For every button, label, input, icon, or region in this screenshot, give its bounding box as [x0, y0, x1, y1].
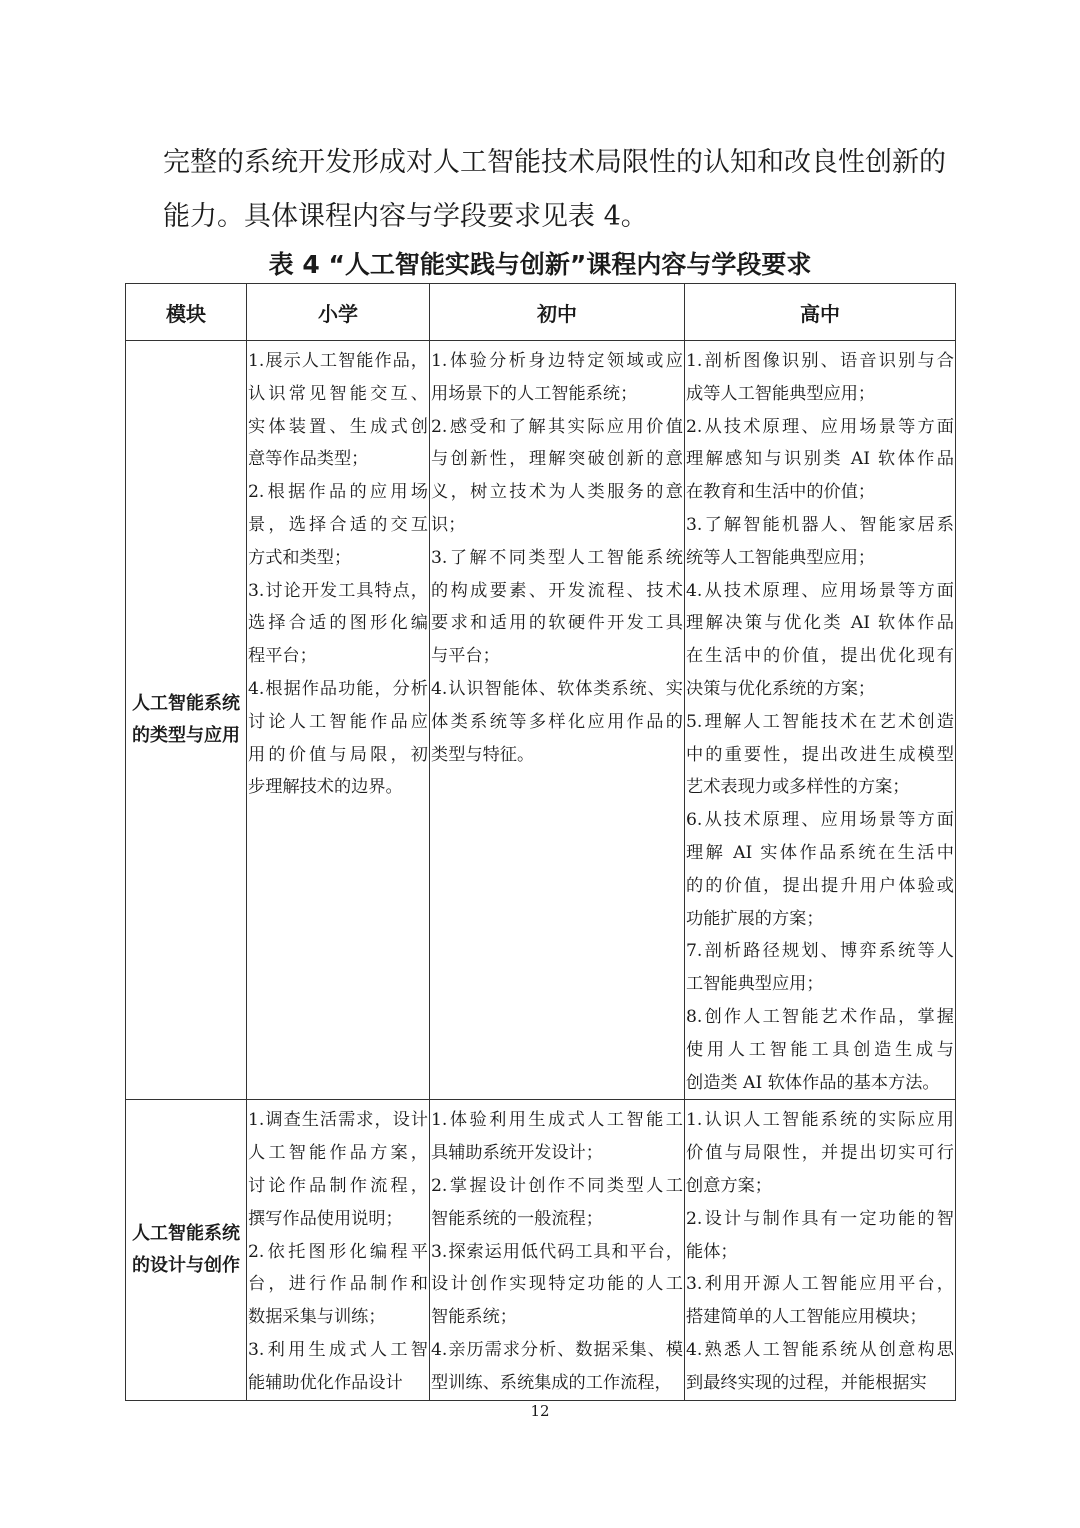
cell-line: 功能扩展的方案； [686, 908, 824, 929]
intro-paragraph [163, 136, 953, 244]
primary-cell [247, 1100, 430, 1400]
cell-line: 4.认识智能体、软体类系统、实 [431, 678, 683, 699]
cell-line: 1.展示人工智能作品， [248, 351, 428, 371]
cell-line: 2.设计与制作具有一定功能的智 [686, 1208, 954, 1229]
cell-line: 1.体验利用生成式人工智能工 [431, 1110, 683, 1131]
cell-line: 步理解技术的边界。 [248, 777, 403, 798]
senior-cell [685, 341, 956, 1100]
cell-line: 能体； [686, 1241, 738, 1262]
cell-line: 6.从技术原理、应用场景等方面 [686, 810, 954, 831]
cell-line: 8.创作人工智能艺术作品，掌握 [686, 1006, 954, 1027]
cell-line: 2.从技术原理、应用场景等方面 [686, 416, 954, 437]
cell-line: 类型与特征。 [431, 744, 535, 765]
senior-cell [685, 1100, 956, 1400]
cell-line: 理解 AI 实体作品系统在生活中 [686, 842, 954, 863]
cell-line: 价值与局限性，并提出切实可行 [686, 1143, 954, 1164]
cell-line: 设计创作实现特定功能的人工 [431, 1274, 683, 1295]
cell-line: 4.亲历需求分析、数据采集、模 [431, 1339, 683, 1360]
cell-line: 用场景下的人工智能系统； [431, 383, 638, 404]
cell-line: 5.理解人工智能技术在艺术创造 [686, 711, 954, 732]
cell-line: 在生活中的价值，提出优化现有 [686, 646, 954, 667]
cell-line: 要求和适用的软硬件开发工具 [431, 613, 683, 634]
cell-line: 讨论作品制作流程， [248, 1175, 428, 1196]
module-label: 人工智能系统 [132, 693, 240, 715]
cell-line: 决策与优化系统的方案； [686, 678, 876, 699]
cell-line: 方式和类型； [248, 547, 352, 568]
module-label: 的设计与创作 [132, 1254, 240, 1276]
intro-line: 能力。具体课程内容与学段要求见表 4。 [163, 201, 648, 232]
cell-line: 具辅助系统开发设计； [431, 1143, 603, 1164]
cell-line: 1.调查生活需求，设计 [248, 1110, 428, 1131]
table-row [126, 341, 956, 1100]
cell-line: 3.探索运用低代码工具和平台， [431, 1241, 683, 1262]
header-module: 模块 [126, 284, 247, 341]
junior-cell [430, 341, 685, 1100]
cell-line: 到最终实现的过程，并能根据实 [686, 1372, 927, 1393]
cell-line: 工智能典型应用； [686, 974, 824, 995]
cell-line: 4.熟悉人工智能系统从创意构思 [686, 1339, 954, 1360]
cell-line: 7.剖析路径规划、博弈系统等人 [686, 941, 954, 962]
cell-line: 型训练、系统集成的工作流程， [431, 1372, 672, 1393]
table-caption: 表 4 “人工智能实践与创新”课程内容与学段要求 [268, 250, 812, 279]
cell-line: 3.了解智能机器人、智能家居系 [686, 514, 954, 535]
cell-line: 在教育和生活中的价值； [686, 482, 876, 503]
cell-line: 4.从技术原理、应用场景等方面 [686, 580, 954, 601]
primary-cell [247, 341, 430, 1100]
cell-line: 3.利用开源人工智能应用平台， [686, 1274, 954, 1295]
cell-line: 创造类 AI 软体作品的基本方法。 [686, 1072, 940, 1093]
header-junior: 初中 [430, 284, 685, 341]
module-cell [126, 1100, 247, 1400]
cell-line: 的构成要素、开发流程、技术 [431, 580, 683, 601]
table-row [126, 1100, 956, 1400]
cell-line: 的的价值，提出提升用户体验或 [686, 875, 954, 896]
cell-line: 讨论人工智能作品应 [248, 711, 428, 732]
cell-line: 与创新性，理解突破创新的意 [431, 449, 683, 470]
cell-line: 中的重要性，提出改进生成模型 [686, 744, 954, 765]
cell-line: 1.剖析图像识别、语音识别与合 [686, 351, 954, 371]
page-number: 12 [530, 1402, 550, 1420]
cell-line: 能辅助优化作品设计 [248, 1372, 403, 1393]
cell-line: 理解感知与识别类 AI 软体作品 [686, 449, 954, 470]
cell-line: 2.依托图形化编程平 [248, 1241, 428, 1262]
cell-line: 理解决策与优化类 AI 软体作品 [686, 613, 954, 634]
intro-line: 完整的系统开发形成对人工智能技术局限性的认知和改良性创新的 [163, 147, 946, 178]
cell-line: 景，选择合适的交互 [248, 514, 428, 535]
cell-line: 义，树立技术为人类服务的意 [431, 482, 683, 503]
cell-line: 3.利用生成式人工智 [248, 1339, 428, 1360]
cell-line: 艺术表现力或多样性的方案； [686, 777, 910, 798]
cell-line: 3.了解不同类型人工智能系统 [431, 547, 683, 568]
cell-line: 统等人工智能典型应用； [686, 547, 876, 568]
cell-line: 与平台； [431, 646, 500, 667]
cell-line: 程平台； [248, 646, 317, 667]
cell-line: 体类系统等多样化应用作品的 [431, 711, 683, 732]
cell-line: 认识常见智能交互、 [248, 383, 428, 404]
cell-line: 1.体验分析身边特定领域或应 [431, 351, 683, 371]
module-label: 的类型与应用 [132, 725, 240, 747]
cell-line: 撰写作品使用说明； [248, 1208, 403, 1229]
cell-line: 创意方案； [686, 1175, 772, 1196]
header-primary: 小学 [247, 284, 430, 341]
cell-line: 智能系统； [431, 1307, 517, 1328]
cell-line: 数据采集与训练； [248, 1307, 386, 1328]
module-label: 人工智能系统 [132, 1222, 240, 1244]
cell-line: 2.根据作品的应用场 [248, 482, 428, 503]
cell-line: 使用人工智能工具创造生成与 [686, 1039, 954, 1060]
table-header-row [126, 284, 956, 341]
cell-line: 2.掌握设计创作不同类型人工 [431, 1175, 683, 1196]
cell-line: 选择合适的图形化编 [248, 613, 428, 634]
cell-line: 1.认识人工智能系统的实际应用 [686, 1110, 954, 1131]
cell-line: 4.根据作品功能，分析 [248, 678, 428, 699]
cell-line: 智能系统的一般流程； [431, 1208, 603, 1229]
header-senior: 高中 [685, 284, 956, 341]
curriculum-table [125, 283, 956, 1401]
cell-line: 实体装置、生成式创 [248, 416, 428, 437]
cell-line: 识； [431, 514, 466, 535]
cell-line: 用的价值与局限，初 [248, 744, 428, 765]
cell-line: 台，进行作品制作和 [248, 1274, 428, 1295]
junior-cell [430, 1100, 685, 1400]
cell-line: 意等作品类型； [248, 449, 369, 470]
module-cell [126, 341, 247, 1100]
cell-line: 搭建简单的人工智能应用模块； [686, 1307, 927, 1328]
cell-line: 成等人工智能典型应用； [686, 383, 876, 404]
cell-line: 2.感受和了解其实际应用价值 [431, 416, 683, 437]
cell-line: 人工智能作品方案， [248, 1143, 428, 1164]
cell-line: 3.讨论开发工具特点， [248, 580, 428, 601]
